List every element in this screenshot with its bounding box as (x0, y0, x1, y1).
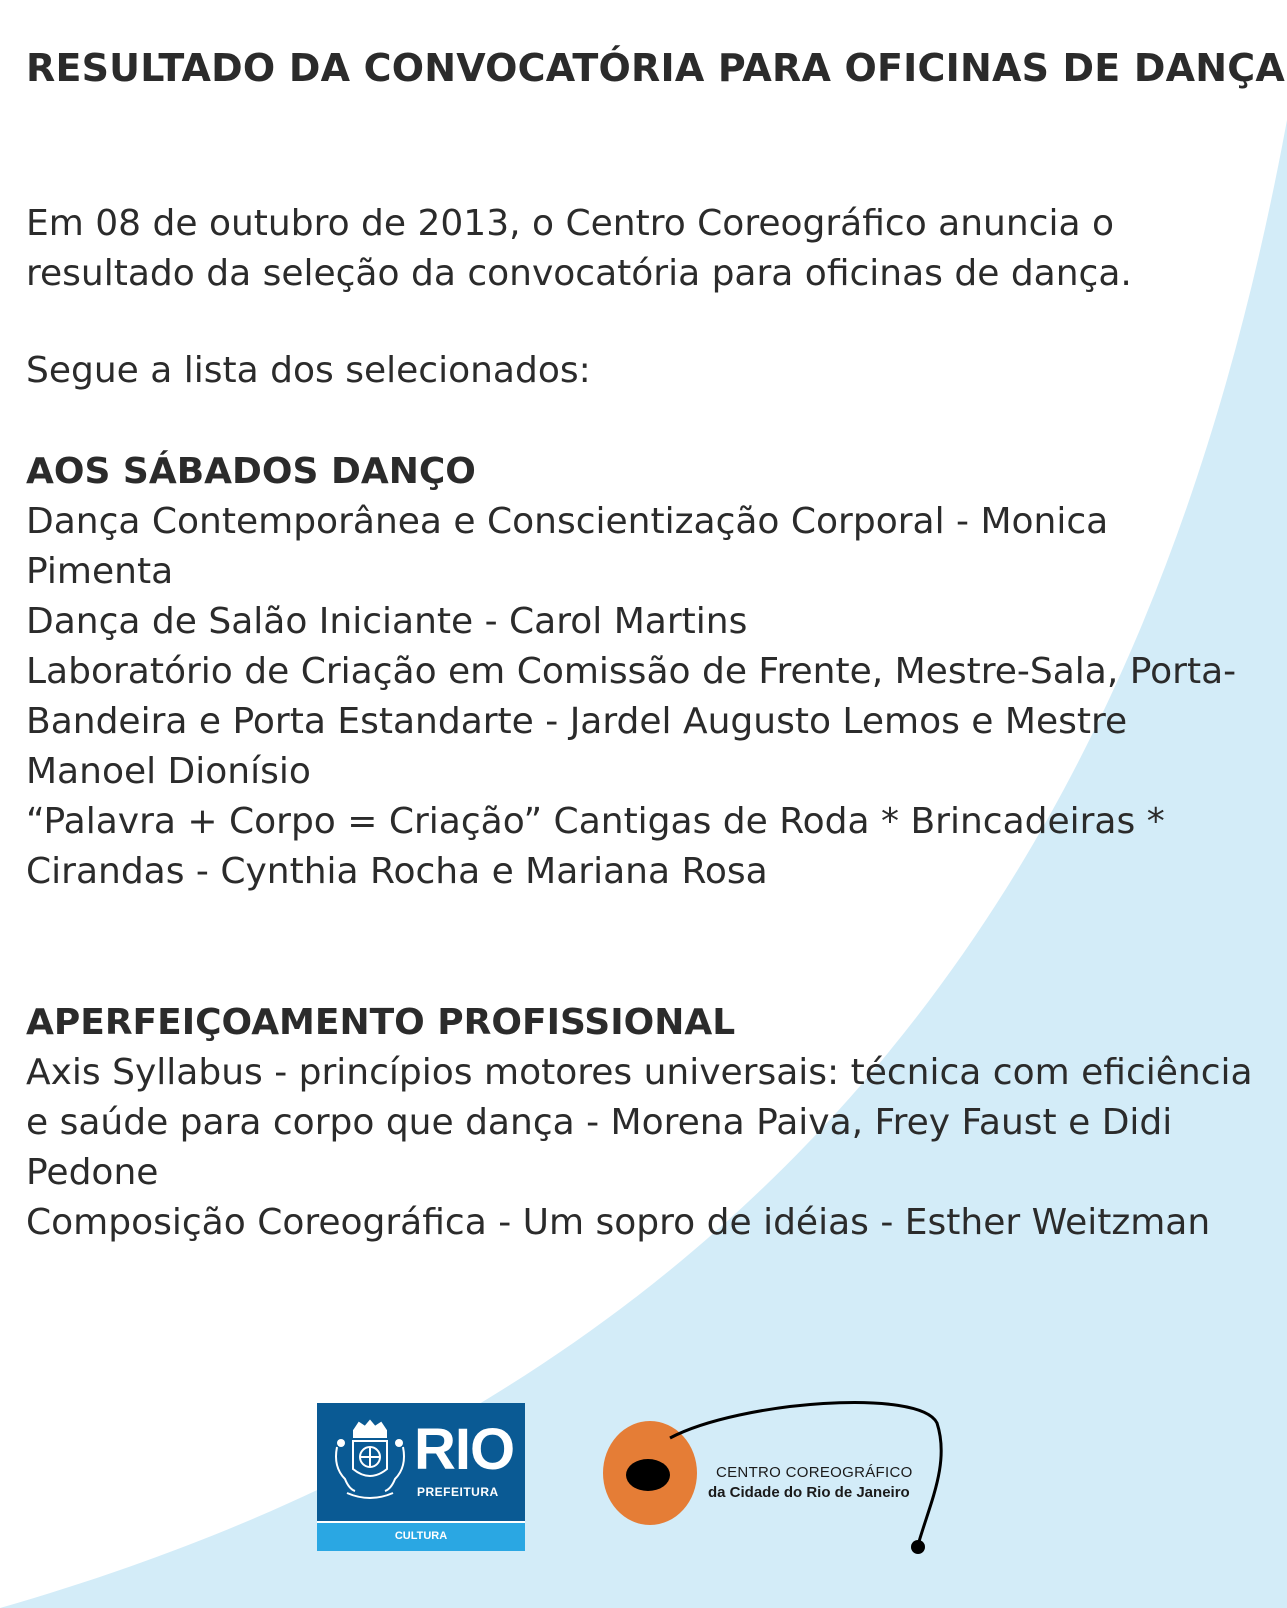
list-item: Composição Coreográfica - Um sopro de idéias - Esther Weitzman (26, 1202, 1211, 1243)
lead-paragraph: Segue a lista dos selecionados: (26, 350, 591, 391)
section-heading: AOS SÁBADOS DANÇO (26, 451, 476, 492)
rio-logo-panel (317, 1403, 525, 1521)
list-item: Laboratório de Criação em Comissão de Frente, Mestre-Sala, Porta-Bandeira e Porta Estandarte - Jardel Augusto Lemos e Mestre Manoel Dionísio (26, 651, 1237, 792)
list-item: Axis Syllabus - princípios motores universais: técnica com eficiência e saúde para corpo que dança - Morena Paiva, Frey Faust e Didi Pedone (26, 1052, 1253, 1193)
list-item: Dança Contemporânea e Conscientização Corporal - Monica Pimenta (26, 501, 1109, 592)
page-title: RESULTADO DA CONVOCATÓRIA PARA OFICINAS DE DANÇA (26, 46, 1285, 90)
section-heading: APERFEIÇOAMENTO PROFISSIONAL (26, 1002, 736, 1043)
cultura-band (317, 1521, 525, 1551)
section-aperfeicoamento-profissional (26, 998, 1256, 1248)
centro-name-line2: da Cidade do Rio de Janeiro (708, 1484, 910, 1501)
rio-wordmark: RIO (414, 1417, 515, 1482)
centro-coreografico-logo (600, 1393, 960, 1563)
intro-paragraph: Em 08 de outubro de 2013, o Centro Coreográfico anuncia o resultado da seleção da convocatória para oficinas de dança. (26, 203, 1132, 294)
cultura-label: CULTURA (394, 1530, 448, 1542)
list-item: Dança de Salão Iniciante - Carol Martins (26, 601, 748, 642)
coat-of-arms-icon (325, 1417, 415, 1507)
list-item: “Palavra + Corpo = Criação” Cantigas de Roda * Brincadeiras * Cirandas - Cynthia Rocha e Mariana Rosa (26, 801, 1165, 892)
centro-name-line1: CENTRO COREOGRÁFICO (716, 1464, 913, 1481)
prefeitura-label: PREFEITURA (417, 1485, 499, 1499)
section-aos-sabados-danco (26, 447, 1256, 897)
prefeitura-rio-logo (317, 1403, 525, 1551)
